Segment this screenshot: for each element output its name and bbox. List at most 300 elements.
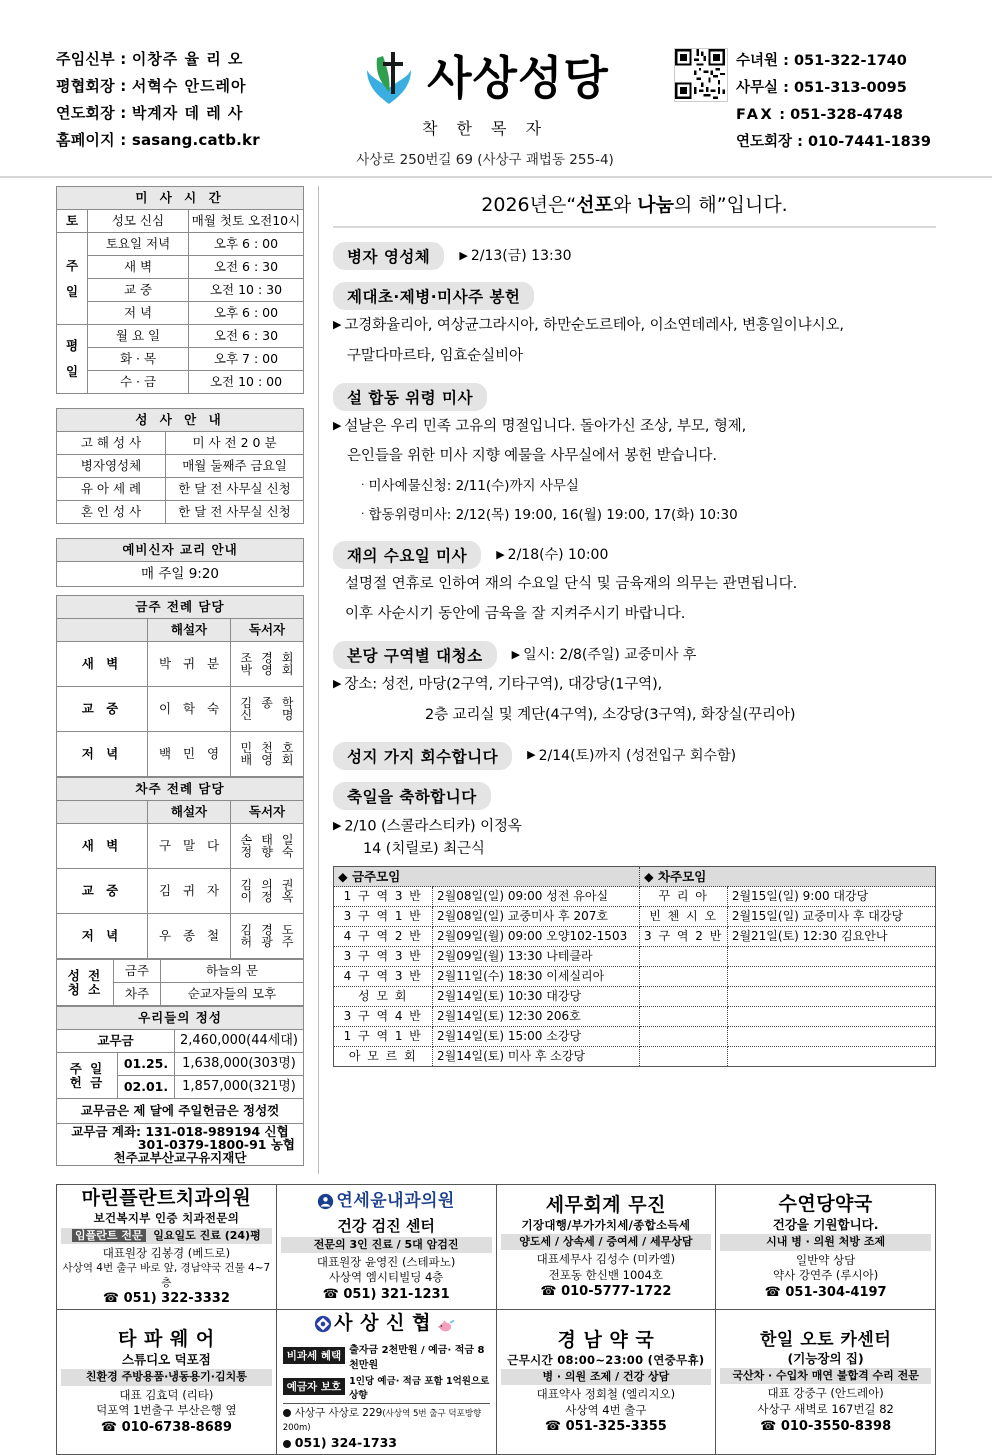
name-char: 숙 <box>206 701 220 717</box>
mass-name: 교 중 <box>88 279 189 302</box>
duty-commentator <box>148 642 231 687</box>
ad-band-label: 비과세 혜택 <box>283 1347 345 1364</box>
bulletin-header <box>0 0 992 176</box>
meeting-group: 4 구 역 3 반 <box>334 967 433 987</box>
table-row <box>57 302 304 325</box>
announcement-ash-wednesday <box>333 541 936 629</box>
meeting-group: 3 구 역 4 반 <box>334 1007 433 1027</box>
contact-list <box>736 48 931 156</box>
announcement-subline-text: 미사예물신청: 2/11(수)까지 사무실 <box>368 478 579 494</box>
meeting-info: 2월11일(수) 18:30 이세실리아 <box>433 967 640 987</box>
ad-band: 전문의 3인 진료 / 5대 암검진 <box>281 1237 492 1253</box>
ad-service: 일반약 상담 <box>796 1252 856 1267</box>
year-prefix: 2026년은 <box>481 194 567 216</box>
name-char: 태 <box>261 832 273 847</box>
table-row <box>57 501 304 524</box>
duty-reader <box>231 642 304 687</box>
name-char: 향 <box>261 845 273 859</box>
meetings-header-this-week: ◆ 금주모임 <box>334 867 640 887</box>
offering-value: 1,857,000(321명) <box>175 1076 304 1099</box>
name-char: 김 <box>240 877 253 892</box>
sacrament-name: 혼 인 성 사 <box>57 501 166 524</box>
ad-telephone: ☎ 010-3550-8398 <box>760 1418 892 1434</box>
ad-band: 병 · 의원 조제 / 건강 상담 <box>501 1369 712 1385</box>
ad-address: 사상역 4번 출구 바로 앞, 경남약국 건물 4~7층 <box>62 1262 271 1289</box>
table-row <box>57 256 304 279</box>
meeting-info: 2월15일(일) 교중미사 후 대강당 <box>727 907 935 927</box>
ad-subtitle: (기능장의 집) <box>787 1351 864 1367</box>
quote-close: ” <box>716 194 727 216</box>
contact-row-yeondo: 연도회장 : 010-7441-1839 <box>736 129 931 156</box>
meeting-empty <box>727 947 935 967</box>
announcement-line <box>333 838 936 860</box>
name-char: 분 <box>206 656 220 672</box>
meeting-empty <box>640 1007 728 1027</box>
name-char: 신 <box>240 708 253 722</box>
qr-code-icon <box>674 48 728 102</box>
sacrament-value: 매월 둘째주 금요일 <box>166 455 304 478</box>
name-char: 종 <box>261 695 273 710</box>
announcement-line: ▶ 설날은 우리 민족 고유의 명절입니다. 돌아가신 조상, 부모, 형제, <box>333 418 747 434</box>
meeting-empty <box>640 947 728 967</box>
sacraments-title: 성 사 안 내 <box>57 409 304 432</box>
table-row <box>334 907 936 927</box>
meeting-empty <box>640 987 728 1007</box>
offering-title: 우리들의 정성 <box>57 1007 304 1030</box>
ad-person: 대표원장 김봉경 (베드로) <box>102 1245 231 1260</box>
church-name: 사상성당 <box>427 51 609 105</box>
ad-person: 대표약사 정회철 (엘리지오) <box>536 1387 676 1402</box>
meetings-header-this-week-label: 금주모임 <box>351 868 401 884</box>
credit-union-icon <box>314 1315 332 1339</box>
name-char: 영 <box>206 746 220 762</box>
duty-reader <box>231 914 304 959</box>
announcement-line-text: 14 (치릴로) 최근식 <box>363 841 485 857</box>
ad-subtitle: 건강 검진 센터 <box>337 1216 435 1235</box>
ad-title: 마린플란트치과의원 <box>81 1187 252 1210</box>
name-char: 배 <box>240 753 253 767</box>
duty-reader <box>231 732 304 777</box>
ad-telephone: ☎ 010-6738-8689 <box>100 1419 232 1435</box>
mass-name: 수 · 금 <box>88 371 189 394</box>
header-church-identity <box>296 46 674 168</box>
year-suffix: 의 해 <box>674 194 717 216</box>
meeting-group: 3 구 역 1 반 <box>334 907 433 927</box>
table-row <box>334 887 936 907</box>
duty-reader <box>231 824 304 869</box>
name-char: 조 <box>240 650 253 665</box>
name-char: 우 <box>158 928 172 944</box>
announcement-subline: · 합동위령미사: 2/12(목) 19:00, 16(월) 19:00, 17(화) 10:30 <box>361 507 738 523</box>
meeting-info: 2월09일(월) 13:30 나테클라 <box>433 947 640 967</box>
mass-name: 저 녁 <box>88 302 189 325</box>
duty-this-week-table <box>56 595 304 777</box>
church-logo-icon <box>361 48 417 108</box>
meeting-group: 3 구 역 3 반 <box>334 947 433 967</box>
contact-label-convent: 수녀원 <box>736 53 779 69</box>
mass-name: 성모 신심 <box>88 210 189 233</box>
meeting-empty <box>727 987 935 1007</box>
ad-band-text: 출자금 2천만원 / 예금· 적금 8천만원 <box>349 1344 485 1371</box>
name-char: 경 <box>261 922 273 937</box>
announcement-pill: 성지 가지 회수합니다 <box>333 742 512 770</box>
duty-next-week-table <box>56 777 304 959</box>
ad-telephone: ☎ 051) 321-1231 <box>322 1287 450 1302</box>
cleaning-label-line1: 성 전 <box>67 968 103 984</box>
cleaning-this-week-value: 하늘의 문 <box>161 960 304 983</box>
ad-address-text: 사상구 사상로 229 <box>294 1406 383 1419</box>
offering-note: 교무금은 제 달에 주일헌금은 정성껏 <box>57 1099 304 1124</box>
cleaning-next-week-label: 차주 <box>114 983 161 1006</box>
catechumen-title: 예비신자 교리 안내 <box>57 539 304 562</box>
duty-commentator <box>148 824 231 869</box>
ad-telephone-number: 010-5777-1722 <box>561 1284 672 1300</box>
name-char: 철 <box>206 928 220 944</box>
mass-time: 오후 6 : 00 <box>189 302 304 325</box>
meeting-group: 성 모 회 <box>334 987 433 1007</box>
announcement-inline-note: ▶ 일시: 2/8(주일) 교중미사 후 <box>511 647 697 663</box>
ad-marinplant-dental[interactable] <box>57 1185 277 1309</box>
duty-commentator-header: 해설자 <box>148 801 231 824</box>
meeting-group: 꾸 리 아 <box>640 887 728 907</box>
table-row <box>57 1053 304 1076</box>
ad-person: 약사 강연주 (루시아) <box>773 1268 879 1283</box>
cleaning-label-line2: 청 소 <box>67 981 103 997</box>
account-number-2: 301-0379-1800-91 농협 <box>137 1137 295 1153</box>
mass-schedule-table <box>56 186 304 394</box>
table-row <box>57 233 304 256</box>
duty-mass-midday: 교 중 <box>57 869 148 914</box>
duty-commentator <box>148 869 231 914</box>
name-char: 영 <box>261 663 273 677</box>
meeting-empty <box>727 1027 935 1047</box>
table-row <box>57 478 304 501</box>
offering-table <box>56 1006 304 1166</box>
meeting-empty <box>727 967 935 987</box>
name-char: 김 <box>158 883 172 899</box>
church-subtitle: 착 한 목 자 <box>421 119 549 138</box>
name-char: 경 <box>261 650 273 665</box>
announcement-line-text: 장소: 성전, 마당(2구역, 기타구역), 대강당(1구역), <box>344 676 663 693</box>
staff-label-pastor: 주임신부 <box>56 50 115 68</box>
meetings-header-next-week-label: 차주모임 <box>657 868 707 884</box>
ad-address-detail: (사상역 5번 출구 덕포방향 200m) <box>282 1408 482 1434</box>
staff-row-yeondo-chair: 연도회장 : 박계자 데 레 사 <box>56 104 244 122</box>
ad-band: 국산차 · 수입차 매연 불합격 수리 전문 <box>720 1368 931 1384</box>
year-theme-banner <box>333 186 936 228</box>
table-row <box>57 732 304 777</box>
ad-tupperware[interactable] <box>57 1309 277 1455</box>
announcement-altar-offering <box>333 282 936 371</box>
mass-time: 매월 첫토 오전10시 <box>189 210 304 233</box>
name-char: 회 <box>281 753 294 767</box>
ad-telephone-number: 051) 321-1231 <box>343 1287 450 1302</box>
right-column <box>318 186 936 1174</box>
staff-label-yeondo-chair: 연도회장 <box>56 104 115 122</box>
announcement-line <box>333 341 936 371</box>
sacrament-value: 한 달 전 사무실 신청 <box>166 501 304 524</box>
offering-value: 1,638,000(303명) <box>175 1053 304 1076</box>
mass-schedule-title: 미 사 시 간 <box>57 187 304 210</box>
advertisement-section <box>0 1184 992 1455</box>
announcement-pill: 제대초·제병·미사주 봉헌 <box>333 282 534 310</box>
announcement-subline-text: 합동위령미사: 2/12(목) 19:00, 16(월) 19:00, 17(화) 10:30 <box>368 507 738 523</box>
table-row <box>334 1027 936 1047</box>
ad-address <box>283 1406 490 1435</box>
table-row <box>57 960 304 983</box>
table-row <box>57 687 304 732</box>
sacrament-name: 유 아 세 례 <box>57 478 166 501</box>
meeting-group: 아 모 르 회 <box>334 1047 433 1067</box>
ad-address: 덕포역 1번출구 부산은행 옆 <box>96 1403 237 1418</box>
announcement-inline-note: ▶ 2/13(금) 13:30 <box>459 248 572 264</box>
table-row <box>334 967 936 987</box>
announcement-line: ▶ 장소: 성전, 마당(2구역, 기타구역), 대강당(1구역), <box>333 676 663 693</box>
offering-account-block <box>57 1124 304 1166</box>
meeting-info: 2월21일(토) 12:30 김요안나 <box>727 927 935 947</box>
announcement-line-text: 이후 사순시기 동안에 금육을 잘 지켜주시기 바랍니다. <box>345 606 686 622</box>
duty-mass-dawn: 새 벽 <box>57 824 148 869</box>
table-row <box>334 987 936 1007</box>
ad-band-right: 일요일도 진료 (24)평 <box>153 1228 261 1242</box>
ad-title-text: 연세윤내과의원 <box>336 1191 455 1212</box>
ad-telephone-number: 051) 324-1733 <box>294 1434 397 1450</box>
offering-dues-value: 2,460,000(44세대) <box>175 1030 304 1053</box>
duty-blank-header <box>57 619 148 642</box>
mass-time: 오후 7 : 00 <box>189 348 304 371</box>
name-char: 호 <box>281 740 294 755</box>
ad-person: 대표 김효덕 (리타) <box>119 1387 214 1402</box>
announcement-line <box>333 700 936 730</box>
duty-this-week-title: 금주 전례 담당 <box>57 596 304 619</box>
mass-group-weekday: 평 일 <box>57 325 88 394</box>
ad-telephone-number: 010-6738-8689 <box>121 1419 232 1435</box>
announcement-line-text: 2/10 (스콜라스티카) 이정옥 <box>344 818 522 834</box>
name-char: 백 <box>158 746 172 762</box>
contact-label-yeondo: 연도회장 <box>736 134 793 150</box>
ad-band-left: 임플란트 전문 <box>72 1229 146 1242</box>
cleaning-table <box>56 959 304 1006</box>
ad-band: 시내 병 · 의원 처방 조제 <box>720 1234 931 1250</box>
account-number-1: 131-018-989194 신협 <box>145 1124 289 1139</box>
announcement-inline-text: 2/14(토)까지 (성전입구 회수함) <box>538 747 737 764</box>
meeting-info: 2월14일(토) 10:30 대강당 <box>433 987 640 1007</box>
name-char: 민 <box>182 746 196 762</box>
meeting-empty <box>640 1047 728 1067</box>
ad-subtitle: 근무시간 08:00~23:00 (연중무휴) <box>507 1352 705 1367</box>
table-row <box>57 348 304 371</box>
table-row <box>334 927 936 947</box>
church-address: 사상로 250번길 69 (사상구 괘법동 255-4) <box>356 152 614 168</box>
header-staff-info <box>56 46 296 154</box>
announcement-line <box>333 569 936 599</box>
duty-commentator-header: 해설자 <box>148 619 231 642</box>
duty-reader <box>231 687 304 732</box>
name-char: 정 <box>261 890 273 904</box>
ad-yonseyoon-internal[interactable] <box>276 1185 496 1309</box>
announcement-inline-text: 일시: 2/8(주일) 교중미사 후 <box>523 647 697 663</box>
meeting-info: 2월08일(일) 09:00 성전 유아실 <box>433 887 640 907</box>
ad-hanil-auto-center[interactable] <box>716 1309 936 1455</box>
name-char: 의 <box>261 877 273 892</box>
sacrament-value: 한 달 전 사무실 신청 <box>166 478 304 501</box>
table-row <box>334 1007 936 1027</box>
meeting-empty <box>727 1047 935 1067</box>
staff-label-lay-chair: 평협회장 <box>56 77 115 95</box>
announcement-line-text: 2층 교리실 및 계단(4구역), 소강당(3구역), 화장실(꾸리아) <box>425 706 796 723</box>
duty-mass-evening: 저 녁 <box>57 732 148 777</box>
left-column <box>56 186 304 1174</box>
catechumen-value: 매 주일 9:20 <box>57 562 304 587</box>
contact-row-office: 사무실 : 051-313-0095 <box>736 75 931 102</box>
meeting-group: 3 구 역 2 반 <box>640 927 728 947</box>
ad-title <box>281 1192 492 1216</box>
duty-commentator <box>148 914 231 959</box>
name-char: 이 <box>240 890 253 904</box>
name-char: 학 <box>182 701 196 717</box>
catechumen-table <box>56 538 304 587</box>
ad-band-row-protection <box>283 1373 490 1401</box>
year-theme-word-1: 선포 <box>576 194 613 216</box>
announcement-subline: · 미사예물신청: 2/11(수)까지 사무실 <box>361 478 579 494</box>
announcement-inline-note: ▶ 2/14(토)까지 (성전입구 회수함) <box>527 747 737 764</box>
staff-row-pastor: 주임신부 : 이창주 율 리 오 <box>56 50 244 68</box>
ad-telephone: ☎ 051-304-4197 <box>764 1284 887 1300</box>
mass-time: 오후 6 : 00 <box>189 233 304 256</box>
announcement-pill: 설 합동 위령 미사 <box>333 383 487 411</box>
ad-address: 사상역 4번 출구 <box>565 1402 647 1417</box>
announcement-sick-communion <box>333 242 936 270</box>
announcement-inline-note: ▶ 2/18(수) 10:00 <box>496 547 609 563</box>
announcement-feast-days <box>333 782 936 861</box>
table-row <box>57 432 304 455</box>
announcement-inline-text: 2/13(금) 13:30 <box>470 248 572 264</box>
mass-time: 오전 10 : 30 <box>189 279 304 302</box>
announcement-lunar-memorial-mass <box>333 383 936 530</box>
ad-address: 전포동 한신밴 1004호 <box>548 1267 664 1282</box>
ad-title: 한일 오토 카센터 <box>759 1329 892 1350</box>
duty-mass-evening: 저 녁 <box>57 914 148 959</box>
name-char: 명 <box>281 708 294 722</box>
name-char: 숙 <box>281 845 294 859</box>
name-char: 손 <box>240 832 253 847</box>
offering-sunday-label <box>57 1053 118 1099</box>
name-char <box>257 709 278 721</box>
ad-title: 수연당약국 <box>778 1193 873 1216</box>
meeting-group: 1 구 역 3 반 <box>334 887 433 907</box>
year-tail: 입니다. <box>726 194 788 216</box>
name-char: 다 <box>206 838 220 854</box>
name-char: 광 <box>261 935 273 949</box>
ad-telephone-number: 051-325-3355 <box>565 1419 667 1435</box>
announcement-line-text: 은인들을 위한 미사 지향 예물을 사무실에서 봉헌 받습니다. <box>347 448 717 464</box>
ad-band-text: 1인당 예금· 적금 포함 1억원으로 상향 <box>349 1375 490 1401</box>
ad-title-text: 사 상 신 협 <box>334 1311 431 1334</box>
name-char: 영 <box>261 753 273 767</box>
ad-telephone: ☎ 051-325-3355 <box>544 1419 667 1435</box>
sacraments-table <box>56 408 304 524</box>
staff-row-homepage: 홈페이지 : sasang.catb.kr <box>56 131 260 149</box>
ad-telephone <box>283 1435 490 1452</box>
announcement-pill: 재의 수요일 미사 <box>333 541 481 569</box>
mass-time: 오전 10 : 00 <box>189 371 304 394</box>
announcement-parish-cleaning <box>333 641 936 730</box>
contact-value-convent: 051-322-1740 <box>793 53 907 69</box>
mass-group-sun: 주 일 <box>57 233 88 325</box>
contact-label-office: 사무실 <box>736 80 779 96</box>
cleaning-next-week-value: 순교자들의 모후 <box>161 983 304 1006</box>
meeting-info: 2월15일(일) 9:00 대강당 <box>727 887 935 907</box>
announcement-pill: 축일을 축하합니다 <box>333 782 491 810</box>
mass-name: 월 요 일 <box>88 325 189 348</box>
ad-subtitle: 건강을 기원합니다. <box>772 1217 879 1233</box>
mass-time: 오전 6 : 30 <box>189 256 304 279</box>
staff-value-homepage[interactable]: sasang.catb.kr <box>131 131 260 149</box>
account-label: 교무금 계좌: <box>71 1124 142 1139</box>
announcement-pill: 본당 구역별 대청소 <box>333 641 497 669</box>
ad-semu-mujin[interactable] <box>496 1185 716 1309</box>
announcement-line: ▶ 고경화율리아, 여상균그라시아, 하만순도르테아, 이소연데레사, 변흥일이냐시오, <box>333 317 844 334</box>
table-row <box>57 325 304 348</box>
ad-address: 사상구 새벽로 167번길 82 <box>757 1402 894 1416</box>
table-row <box>57 869 304 914</box>
cleaning-this-week-label: 금주 <box>114 960 161 983</box>
ad-title: 세무회계 무진 <box>545 1193 666 1216</box>
offering-sunday-label-line1: 주 일 <box>69 1061 105 1077</box>
meeting-info: 2월08일(일) 교중미사 후 207호 <box>433 907 640 927</box>
table-row <box>57 210 304 233</box>
name-char: 종 <box>182 928 196 944</box>
duty-reader <box>231 869 304 914</box>
name-char: 귀 <box>182 883 196 899</box>
contact-row-convent: 수녀원 : 051-322-1740 <box>736 48 931 75</box>
offering-foundation: 천주교부산교구유지재단 <box>113 1150 247 1166</box>
name-char: 학 <box>281 695 294 710</box>
table-row <box>334 947 936 967</box>
offering-sunday-label-line2: 헌 금 <box>69 1074 105 1090</box>
meeting-group: 빈 첸 시 오 <box>640 907 728 927</box>
name-char: 이 <box>158 701 172 717</box>
name-char: 자 <box>206 883 220 899</box>
meeting-empty <box>640 967 728 987</box>
mass-name: 토요일 저녁 <box>88 233 189 256</box>
cleaning-label <box>57 960 114 1006</box>
offering-date: 02.01. <box>118 1076 175 1099</box>
ad-gyeongnam-pharmacy[interactable] <box>496 1309 716 1455</box>
meeting-group: 4 구 역 2 반 <box>334 927 433 947</box>
duty-mass-midday: 교 중 <box>57 687 148 732</box>
duty-reader-header: 독서자 <box>231 619 304 642</box>
contact-value-yeondo: 010-7441-1839 <box>807 134 931 150</box>
ad-band-row-tax <box>283 1341 490 1371</box>
ad-subtitle: 스튜디오 덕포점 <box>121 1352 211 1368</box>
staff-value-yeondo-chair: 박계자 데 레 사 <box>131 104 244 122</box>
ad-telephone: ☎ 010-5777-1722 <box>540 1284 672 1300</box>
table-row <box>57 824 304 869</box>
ad-sasang-credit-union[interactable] <box>276 1309 496 1455</box>
announcement-line: ▶ 2/10 (스콜라스티카) 이정옥 <box>333 818 522 834</box>
ad-telephone: ☎ 051) 322-3332 <box>102 1290 230 1306</box>
announcement-line <box>333 599 936 629</box>
contact-value-fax: 051-328-4748 <box>790 107 903 123</box>
name-char: 귀 <box>182 656 196 672</box>
yonsei-shield-icon <box>317 1193 334 1216</box>
mass-group-sat: 토 <box>57 210 88 233</box>
name-char: 도 <box>281 922 294 937</box>
ad-suyeondang-pharmacy[interactable] <box>716 1185 936 1309</box>
announcement-inline-text: 2/18(수) 10:00 <box>507 547 609 563</box>
name-char: 권 <box>281 877 294 892</box>
